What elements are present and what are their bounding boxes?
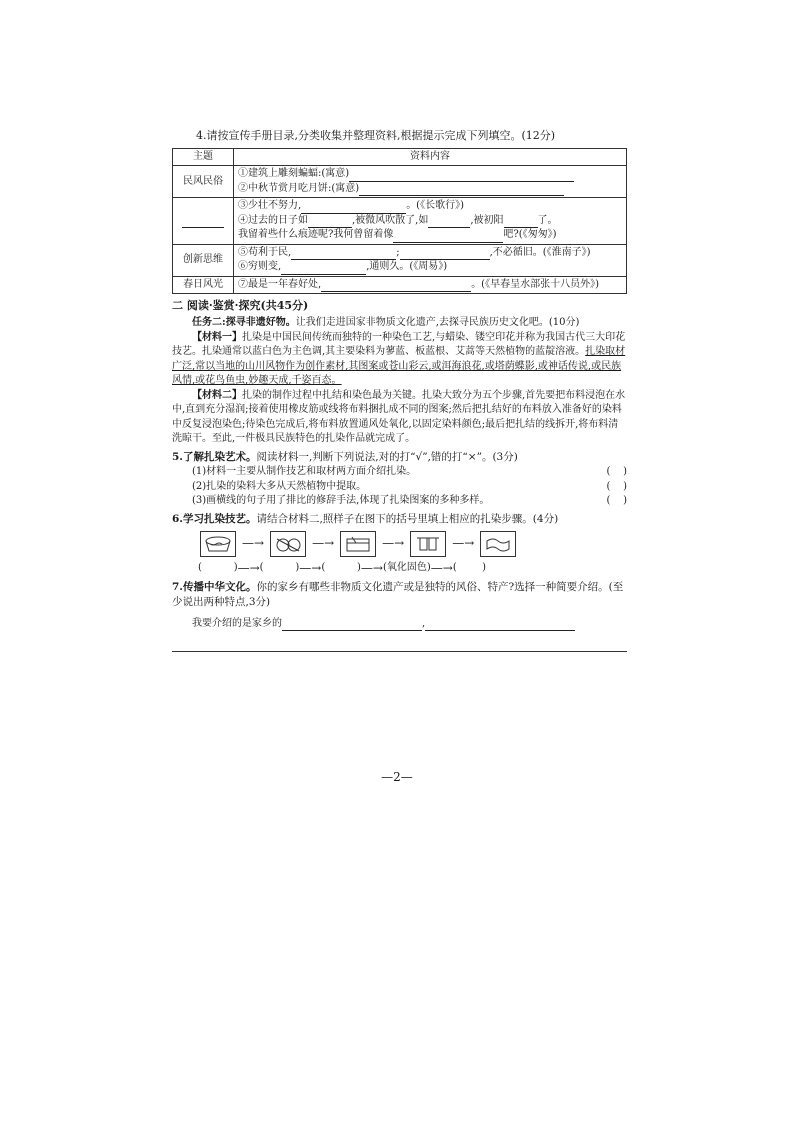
table-header-row (173, 148, 627, 166)
step-labels (198, 560, 627, 577)
fill-blank[interactable] (504, 217, 538, 228)
q5-item (172, 494, 627, 509)
arrow-icon: —→ (382, 536, 405, 551)
step-blank[interactable]: ( ) (321, 562, 361, 574)
row-topic: 民风民俗 (173, 166, 234, 198)
fill-blank[interactable] (321, 281, 471, 292)
line-text: ⑤苟利于民, (238, 246, 292, 258)
fill-blank[interactable] (308, 217, 352, 228)
arrow-icon: —→ (242, 536, 265, 551)
fill-blank[interactable] (359, 185, 564, 196)
row-topic: 创新思维 (173, 244, 234, 276)
arrow-icon: —→ (360, 560, 383, 575)
q7-answer (172, 617, 627, 632)
page-number: —2— (381, 770, 413, 784)
q5-prompt (172, 450, 627, 465)
line-text: ⑥穷则变, (238, 261, 282, 273)
q5-item-text: (1)材料一主要从制作技艺和取材两方面介绍扎染。 (192, 466, 417, 478)
tie-cloth-icon (270, 531, 306, 557)
q5-item (172, 480, 627, 495)
answer-paren[interactable]: ( ) (606, 466, 627, 478)
step-blank[interactable]: ( ) (198, 562, 238, 574)
table-row (173, 166, 627, 198)
q4-table (172, 148, 627, 295)
material-two-label: 【材料二】 (192, 389, 242, 401)
q5-text: 阅读材料一,判断下列说法,对的打“√”,错的打“×”。(3分) (256, 450, 518, 463)
q5-item-text: (3)画横线的句子用了排比的修辞手法,体现了扎染图案的多种多样。 (192, 495, 490, 507)
comma: , (422, 617, 426, 629)
row-topic-blank[interactable] (173, 198, 234, 245)
line-text: 。(《长歌行》) (406, 200, 464, 212)
task-label: 任务二:探寻非遗好物。 (192, 317, 296, 329)
header-topic: 主题 (173, 148, 234, 166)
step-images (200, 531, 627, 557)
line-text: ; (396, 246, 400, 258)
line-text: ,不必循旧。(《淮南子》) (489, 246, 591, 258)
q5-label: 5.了解扎染艺术。 (172, 450, 257, 463)
row-content (234, 276, 627, 294)
line-text: ,被初阳 (470, 214, 504, 226)
q4-title: 4.请按宣传手册目录,分类收集并整理资料,根据提示完成下列填空。(12分) (196, 129, 556, 142)
table-row (173, 244, 627, 276)
dye-vat-icon (340, 531, 376, 557)
answer-paren[interactable]: ( ) (606, 495, 627, 507)
line-text: 了。 (537, 214, 558, 226)
answer-blank[interactable] (425, 620, 575, 631)
q6-text: 请结合材料二,照样子在图下的括号里填上相应的扎染步骤。(4分) (256, 512, 559, 525)
line-text: 吧?(《匆匆》) (503, 229, 557, 241)
line-text: ⑦最是一年春好处, (238, 278, 322, 290)
line-text: ,通则久。(《周易》) (366, 261, 448, 273)
washed-cloth-icon (480, 531, 516, 557)
arrow-icon: —→ (299, 560, 322, 575)
header-content: 资料内容 (234, 148, 627, 166)
arrow-icon: —→ (452, 536, 475, 551)
line-text: ②中秋节赏月吃月饼:(寓意) (238, 182, 360, 194)
arrow-icon: —→ (312, 536, 335, 551)
fill-blank[interactable] (291, 249, 396, 260)
material-two (172, 389, 627, 447)
arrow-icon: —→ (237, 560, 260, 575)
drying-rack-icon (410, 531, 446, 557)
material-one-label: 【材料一】 (192, 331, 242, 343)
q6-label: 6.学习扎染技艺。 (172, 512, 257, 525)
fill-blank[interactable] (349, 171, 574, 182)
q6-prompt (172, 512, 627, 527)
line-text: 。(《早春呈水部张十八员外》) (471, 278, 599, 290)
material-one (172, 331, 627, 389)
q5-item (172, 465, 627, 480)
step-label-oxidize: (氧化固色) (382, 562, 431, 574)
material-one-text: 扎染是中国民间传统而独特的一种染色工艺,与蜡染、镂空印花并称为我国古代三大印花技艺。扎染通常以蓝白色为主色调,其主要染料为蓼蓝、板蓝根、艾蒿等天然植物的蓝靛溶液。 (172, 331, 626, 358)
line-text: ③少壮不努力, (238, 200, 302, 212)
q7-text: 你的家乡有哪些非物质文化遗产或是独特的风俗、特产?选择一种简要介绍。(至少说出两种特点,3分) (172, 581, 624, 609)
arrow-icon: —→ (430, 560, 453, 575)
material-one-underlined: 扎染取材广泛,常以当地的山川风物作为创作素材,其图案或苍山彩云,或洱海浪花,或塔荫蝶影,或神话传说,或民族风情,或花鸟鱼虫,妙趣天成,千姿百态。 (172, 346, 626, 387)
line-text: ④过去的日子如 (238, 214, 308, 226)
fill-blank[interactable] (281, 264, 366, 275)
answer-blank[interactable] (282, 620, 422, 631)
row-topic: 春日风光 (173, 276, 234, 294)
row-content (234, 198, 627, 245)
line-text: ,被微风吹散了,如 (352, 214, 429, 226)
line-text: ①建筑上雕刻蝙蝠:(寓意) (238, 168, 350, 180)
step-blank[interactable]: ( ) (259, 562, 300, 574)
answer-prefix: 我要介绍的是家乡的 (192, 617, 282, 629)
fill-blank[interactable] (428, 217, 470, 228)
table-row (173, 276, 627, 294)
line-text: 我留着些什么痕迹呢?我何曾留着像 (238, 229, 394, 241)
row-content (234, 244, 627, 276)
soak-basin-icon (200, 531, 236, 557)
fill-blank[interactable] (393, 232, 503, 243)
answer-line[interactable] (172, 639, 627, 652)
task-text: 让我们走进国家非物质文化遗产,去探寻民族历史文化吧。(10分) (295, 317, 580, 329)
q7-label: 7.传播中华文化。 (172, 581, 257, 594)
task-intro (172, 316, 627, 331)
fill-blank[interactable] (400, 249, 490, 260)
step-blank[interactable]: ( ) (452, 562, 487, 574)
exam-sheet (172, 128, 627, 652)
material-two-text: 扎染的制作过程中扎结和染色最为关键。扎染大致分为五个步骤,首先要把布料浸泡在水中,直到充分湿润;接着使用橡皮筋或线将布料捆扎成不同的图案;然后把扎结好的布料放入准备好的染料中反复浸泡染色;待染色完成后,将布料放置通风处氧化,以固定染料颜色;最后把扎结的线拆开,将布料清洗晾干。至此,一件极具民族特色的扎染作品就完成了。 (172, 389, 626, 445)
row-content (234, 166, 627, 198)
section-heading: 二 阅读·鉴赏·探究(共45分) (172, 299, 309, 313)
q5-item-text: (2)扎染的染料大多从天然植物中提取。 (192, 480, 367, 492)
answer-paren[interactable]: ( ) (606, 480, 627, 492)
fill-blank[interactable] (301, 203, 406, 214)
q7-prompt (172, 580, 627, 610)
table-row (173, 198, 627, 245)
